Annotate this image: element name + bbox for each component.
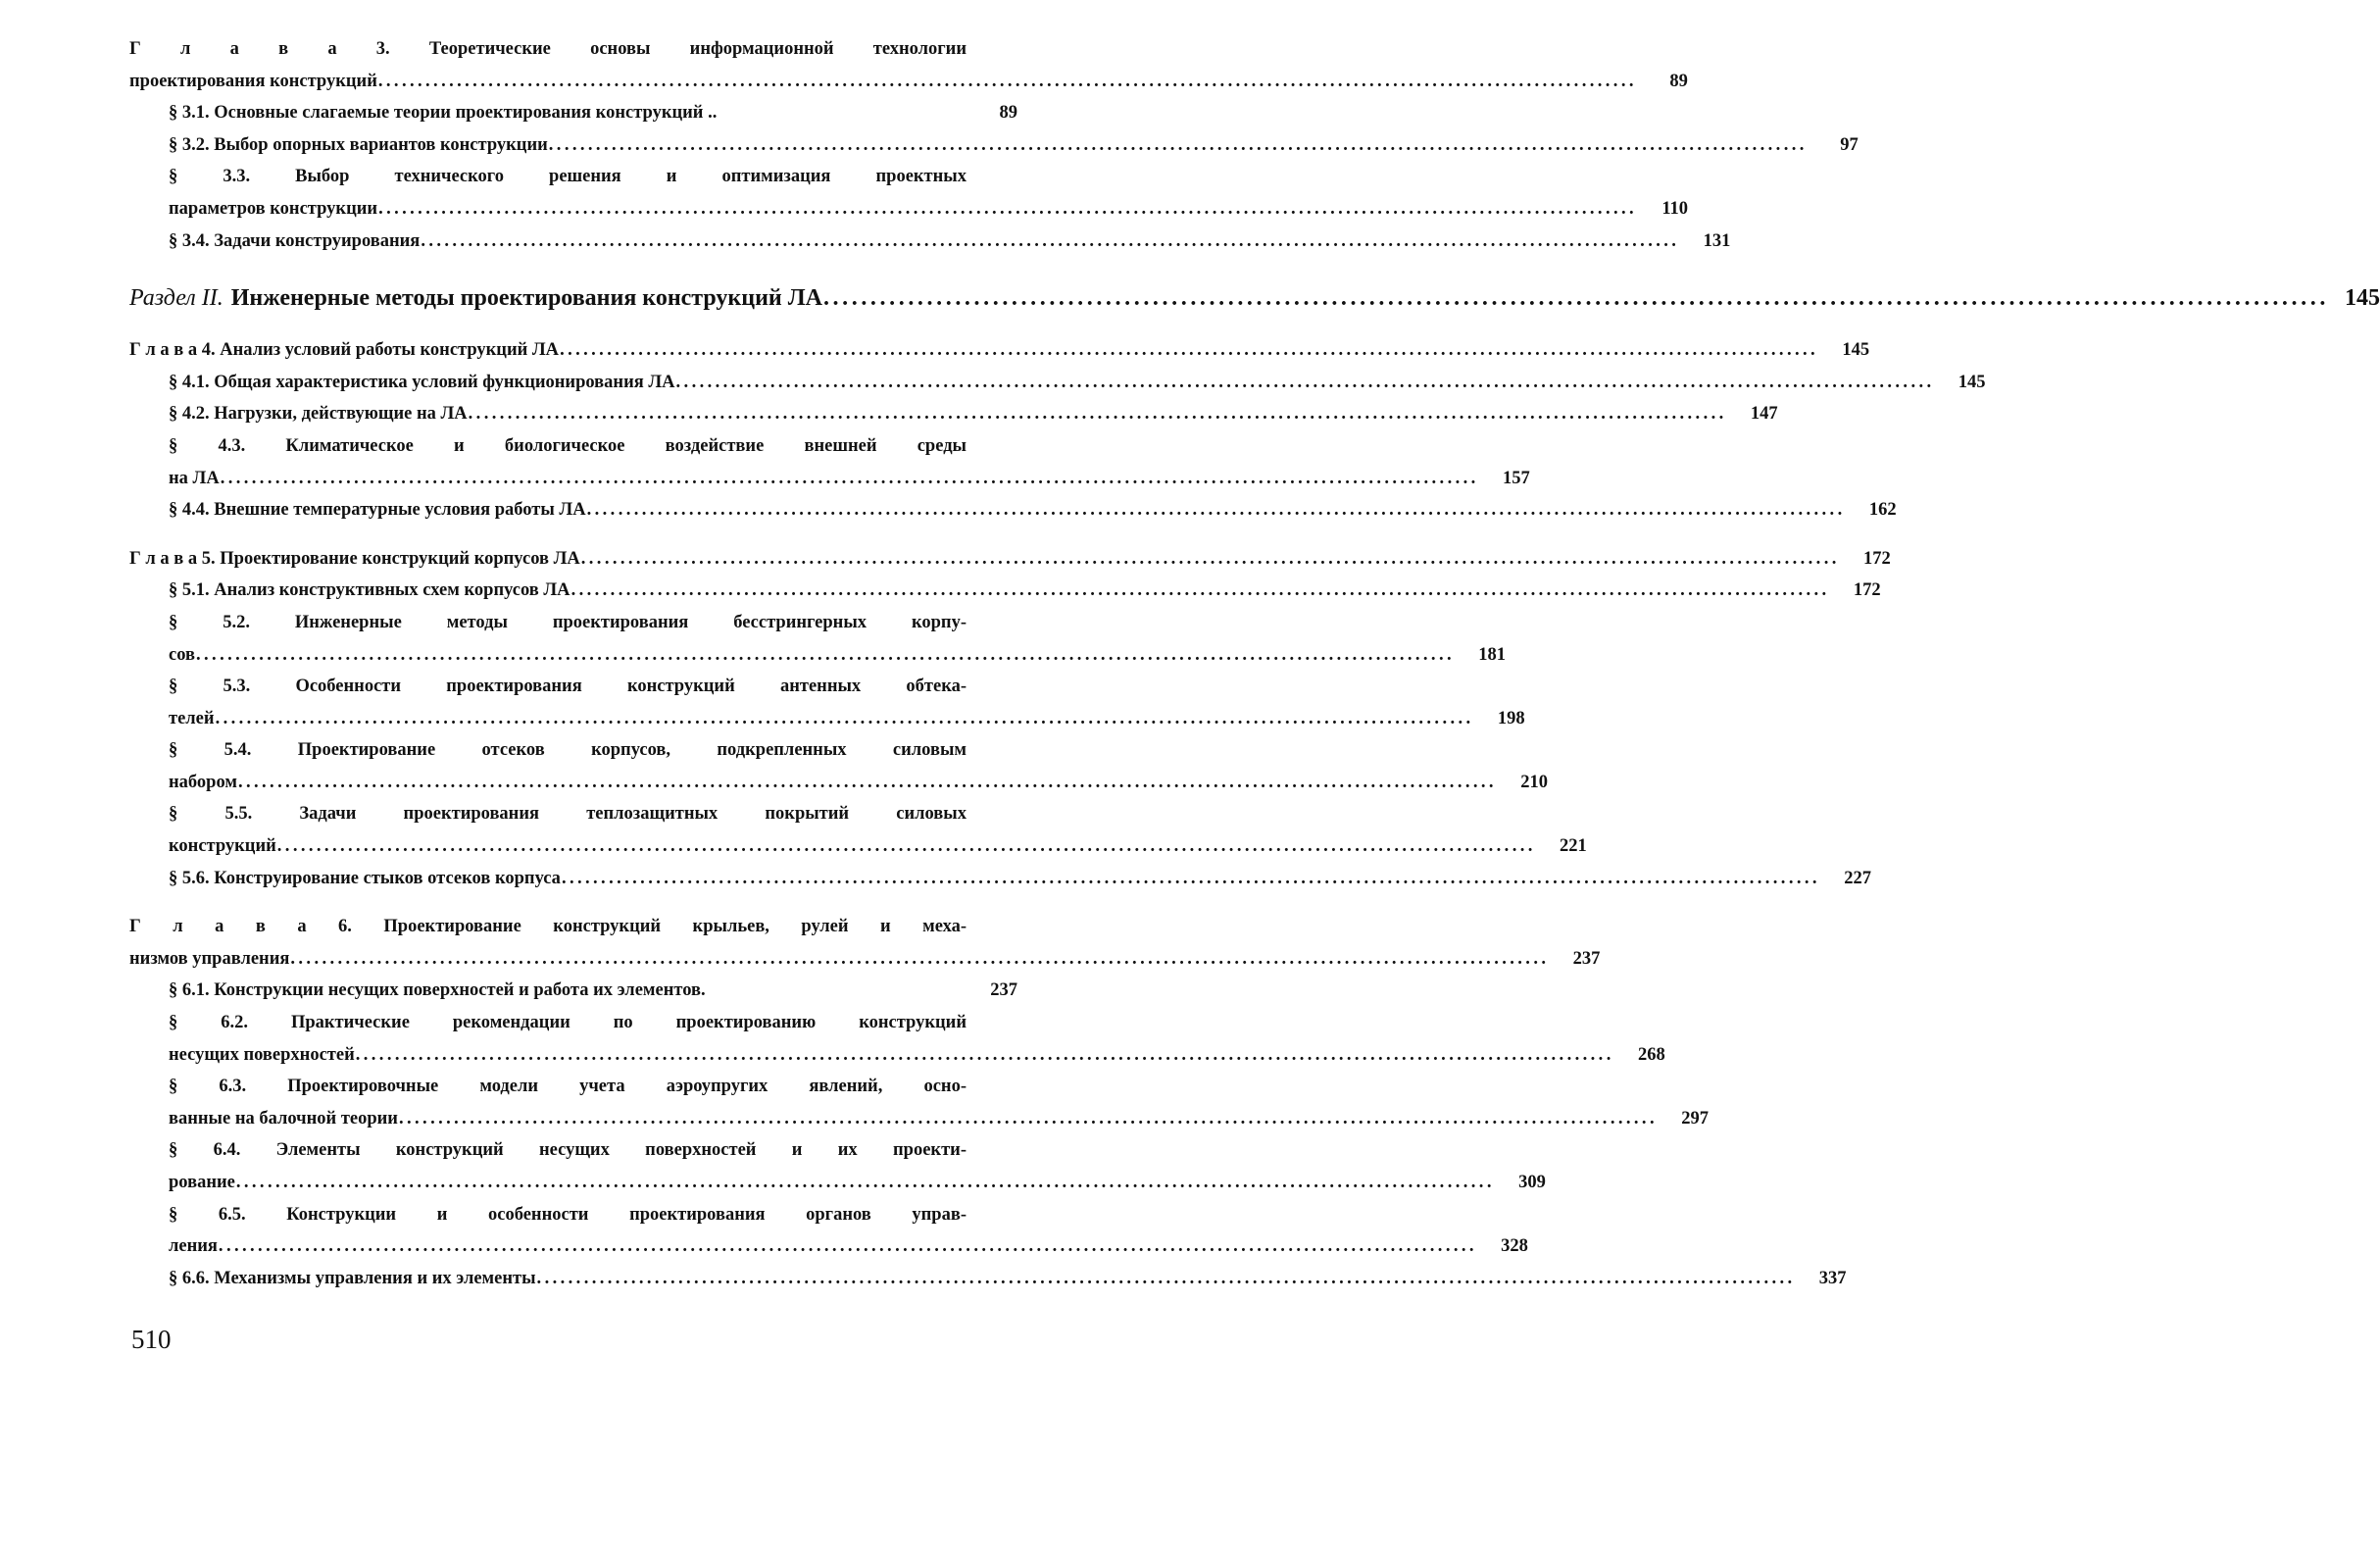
toc-section-entry	[129, 367, 1986, 399]
toc-section-entry	[129, 129, 1859, 162]
toc-entry-line	[169, 226, 1731, 258]
toc-entry-line	[129, 543, 1891, 576]
toc-entry-line	[169, 975, 1017, 1007]
toc-chapter-entry	[129, 911, 1601, 975]
toc-entry-title: параметров конструкции	[169, 198, 378, 219]
toc-section-entry	[129, 97, 1017, 129]
toc-entry-line: Г л а в а 3. Теоретические основы информационной технологии	[129, 39, 967, 59]
toc-entry-line: § 5.2. Инженерные методы проектирования бесстрингерных корпу-	[169, 612, 967, 632]
toc-entry-title: проектирования конструкций	[129, 71, 377, 91]
toc-page-number: 268	[1637, 1044, 1665, 1065]
table-of-contents	[129, 33, 2380, 1294]
toc-entry-title: § 4.2. Нагрузки, действующие на ЛА	[169, 404, 468, 425]
toc-entry-title: Г л а в а 5. Проектирование конструкций корпусов ЛА	[129, 548, 580, 569]
leader-dots: ................................................................................................................................................................	[548, 134, 1808, 155]
page-number: 510	[131, 1325, 172, 1354]
toc-entry-title: ления	[169, 1236, 218, 1257]
toc-entry-title: § 6.1. Конструкции несущих поверхностей и работа их элементов.	[169, 980, 706, 1001]
toc-entry-line: § 3.3. Выбор технического решения и оптимизация проектных	[169, 167, 967, 187]
leader-dots: ................................................................................................................................................................	[421, 230, 1680, 251]
toc-entry-line: Г л а в а 6. Проектирование конструкций крыльев, рулей и меха-	[129, 917, 967, 937]
toc-section-entry	[129, 430, 1530, 494]
toc-page-number: 198	[1497, 708, 1525, 728]
toc-page-number: 210	[1520, 772, 1548, 792]
leader-dots: ................................................................................................................................................................	[220, 468, 1479, 488]
toc-entry-title: сов	[169, 644, 195, 665]
toc-entry-title: § 3.4. Задачи конструирования	[169, 230, 421, 251]
toc-page-number: 145	[1842, 340, 1870, 361]
toc-section-entry	[129, 975, 1017, 1007]
toc-entry-title: набором	[169, 772, 237, 792]
toc-entry-title: § 5.6. Конструирование стыков отсеков корпуса	[169, 868, 561, 888]
toc-entry-line	[169, 830, 1587, 863]
toc-page-number: 97	[1840, 134, 1859, 155]
toc-entry-title: низмов управления	[129, 948, 290, 969]
toc-page-number: 145	[2344, 285, 2380, 312]
toc-entry-title: на ЛА	[169, 468, 220, 488]
leader-dots: ................................................................................................................................................................	[586, 500, 1846, 521]
leader-dots: ................................................................................................................................................................	[822, 285, 2329, 312]
leader-dots: ................................................................................................................................................................	[398, 1108, 1658, 1129]
toc-section-entry	[129, 1263, 1847, 1295]
toc-page-number: 227	[1844, 868, 1871, 888]
toc-section-entry	[129, 575, 1881, 607]
toc-page-number: 328	[1501, 1236, 1528, 1257]
toc-page-number: 147	[1750, 404, 1778, 425]
toc-page-number: 110	[1661, 198, 1689, 219]
toc-entry-title: § 5.1. Анализ конструктивных схем корпусов ЛА	[169, 580, 570, 601]
toc-page-number: 309	[1518, 1173, 1546, 1192]
toc-entry-line: § 5.4. Проектирование отсеков корпусов, подкрепленных силовым	[169, 740, 967, 761]
toc-page-number: 181	[1478, 644, 1506, 665]
leader-dots: ................................................................................................................................................................	[196, 644, 1455, 665]
toc-page-number: 297	[1681, 1108, 1709, 1129]
leader-dots: ................................................................................................................................................................	[237, 772, 1497, 792]
toc-section-entry	[129, 226, 1731, 258]
toc-entry-line	[169, 1167, 1546, 1199]
toc-page-number: 337	[1818, 1268, 1847, 1288]
toc-entry-title: рование	[169, 1173, 235, 1192]
leader-dots: ................................................................................................................................................................	[675, 372, 1935, 392]
toc-entry-title: ванные на балочной теории	[169, 1108, 398, 1129]
toc-entry-line: § 4.3. Климатическое и биологическое воздействие внешней среды	[169, 435, 967, 456]
toc-entry-title: несущих поверхностей	[169, 1044, 355, 1065]
toc-section-entry	[129, 1134, 1546, 1198]
leader-dots: ................................................................................................................................................................	[377, 71, 1637, 91]
toc-section-entry	[129, 798, 1587, 862]
toc-entry-title: § 4.1. Общая характеристика условий функционирования ЛА	[169, 372, 675, 392]
toc-page-number: 89	[1669, 71, 1688, 91]
leader-dots: ................................................................................................................................................................	[560, 340, 1819, 361]
toc-entry-line	[169, 1103, 1709, 1135]
toc-entry-line	[169, 767, 1548, 799]
toc-entry-line: § 5.5. Задачи проектирования теплозащитных покрытий силовых	[169, 804, 967, 825]
toc-page-number: 237	[990, 980, 1017, 1001]
part-label: Раздел II.	[129, 285, 223, 312]
toc-entry-line	[129, 66, 1688, 98]
toc-page-number: 131	[1703, 230, 1731, 251]
leader-dots: ................................................................................................................................................................	[468, 404, 1727, 425]
leader-dots: ................................................................................................................................................................	[561, 868, 1820, 888]
toc-chapter-entry	[129, 543, 1891, 576]
leader-dots: ................................................................................................................................................................	[378, 198, 1638, 219]
toc-chapter-entry	[129, 334, 1870, 367]
toc-entry-line	[169, 703, 1525, 735]
toc-section-entry	[129, 1007, 1665, 1071]
toc-entry-line	[129, 278, 2380, 318]
toc-section-entry	[129, 494, 1897, 527]
leader-dots: ................................................................................................................................................................	[276, 836, 1536, 857]
toc-page-number: 157	[1502, 468, 1530, 488]
toc-page-number: 172	[1853, 580, 1881, 601]
toc-entry-line	[169, 97, 1017, 129]
toc-part-heading	[129, 278, 2380, 318]
toc-page-number: 221	[1560, 836, 1587, 857]
leader-dots: ................................................................................................................................................................	[235, 1173, 1495, 1192]
toc-entry-line: § 5.3. Особенности проектирования конструкций антенных обтека-	[169, 677, 967, 697]
toc-entry-line	[169, 1039, 1665, 1072]
toc-entry-line	[169, 1263, 1847, 1295]
toc-page-number: 89	[999, 103, 1017, 124]
toc-entry-title: телей	[169, 708, 215, 728]
toc-entry-title: § 3.1. Основные слагаемые теории проектирования конструкций ..	[169, 103, 718, 124]
toc-chapter-entry	[129, 33, 1688, 97]
toc-page-number: 172	[1863, 548, 1891, 569]
toc-section-entry	[129, 734, 1548, 798]
leader-dots: ................................................................................................................................................................	[215, 708, 1474, 728]
toc-section-entry	[129, 398, 1778, 430]
toc-entry-line	[169, 639, 1506, 672]
toc-section-entry	[129, 607, 1506, 671]
toc-section-entry	[129, 863, 1871, 895]
toc-entry-title: Инженерные методы проектирования конструкций ЛА	[230, 285, 822, 312]
toc-entry-title: § 6.6. Механизмы управления и их элементы	[169, 1268, 536, 1288]
toc-entry-line: § 6.4. Элементы конструкций несущих поверхностей и их проекти-	[169, 1140, 967, 1161]
toc-entry-line: § 6.3. Проектировочные модели учета аэроупругих явлений, осно-	[169, 1077, 967, 1097]
leader-dots: ................................................................................................................................................................	[218, 1236, 1477, 1257]
toc-entry-line	[129, 943, 1601, 976]
toc-entry-title: конструкций	[169, 836, 276, 857]
toc-page-number: 162	[1868, 500, 1897, 521]
toc-entry-line	[169, 575, 1881, 607]
toc-section-entry	[129, 671, 1525, 734]
toc-section-entry	[129, 1199, 1528, 1263]
toc-entry-line	[169, 863, 1871, 895]
leader-dots: ................................................................................................................................................................	[570, 580, 1830, 601]
toc-entry-line: § 6.5. Конструкции и особенности проектирования органов управ-	[169, 1204, 967, 1225]
toc-entry-line	[169, 494, 1897, 527]
toc-entry-line	[169, 1230, 1528, 1263]
toc-entry-line	[169, 463, 1530, 495]
toc-page-number: 145	[1958, 372, 1986, 392]
toc-entry-line	[169, 398, 1778, 430]
toc-section-entry	[129, 161, 1689, 225]
toc-entry-title: § 3.2. Выбор опорных вариантов конструкции	[169, 134, 548, 155]
toc-entry-title: Г л а в а 4. Анализ условий работы конструкций ЛА	[129, 340, 560, 361]
toc-page-number: 237	[1572, 948, 1601, 969]
toc-entry-line	[169, 367, 1986, 399]
toc-entry-line: § 6.2. Практические рекомендации по проектированию конструкций	[169, 1013, 967, 1033]
leader-dots: ................................................................................................................................................................	[536, 1268, 1796, 1288]
leader-dots: ................................................................................................................................................................	[580, 548, 1840, 569]
leader-dots: ................................................................................................................................................................	[355, 1044, 1614, 1065]
toc-entry-line	[169, 129, 1859, 162]
toc-entry-title: § 4.4. Внешние температурные условия работы ЛА	[169, 500, 586, 521]
toc-section-entry	[129, 1071, 1709, 1134]
toc-entry-line	[169, 193, 1689, 226]
leader-dots: ................................................................................................................................................................	[290, 948, 1550, 969]
toc-entry-line	[129, 334, 1870, 367]
